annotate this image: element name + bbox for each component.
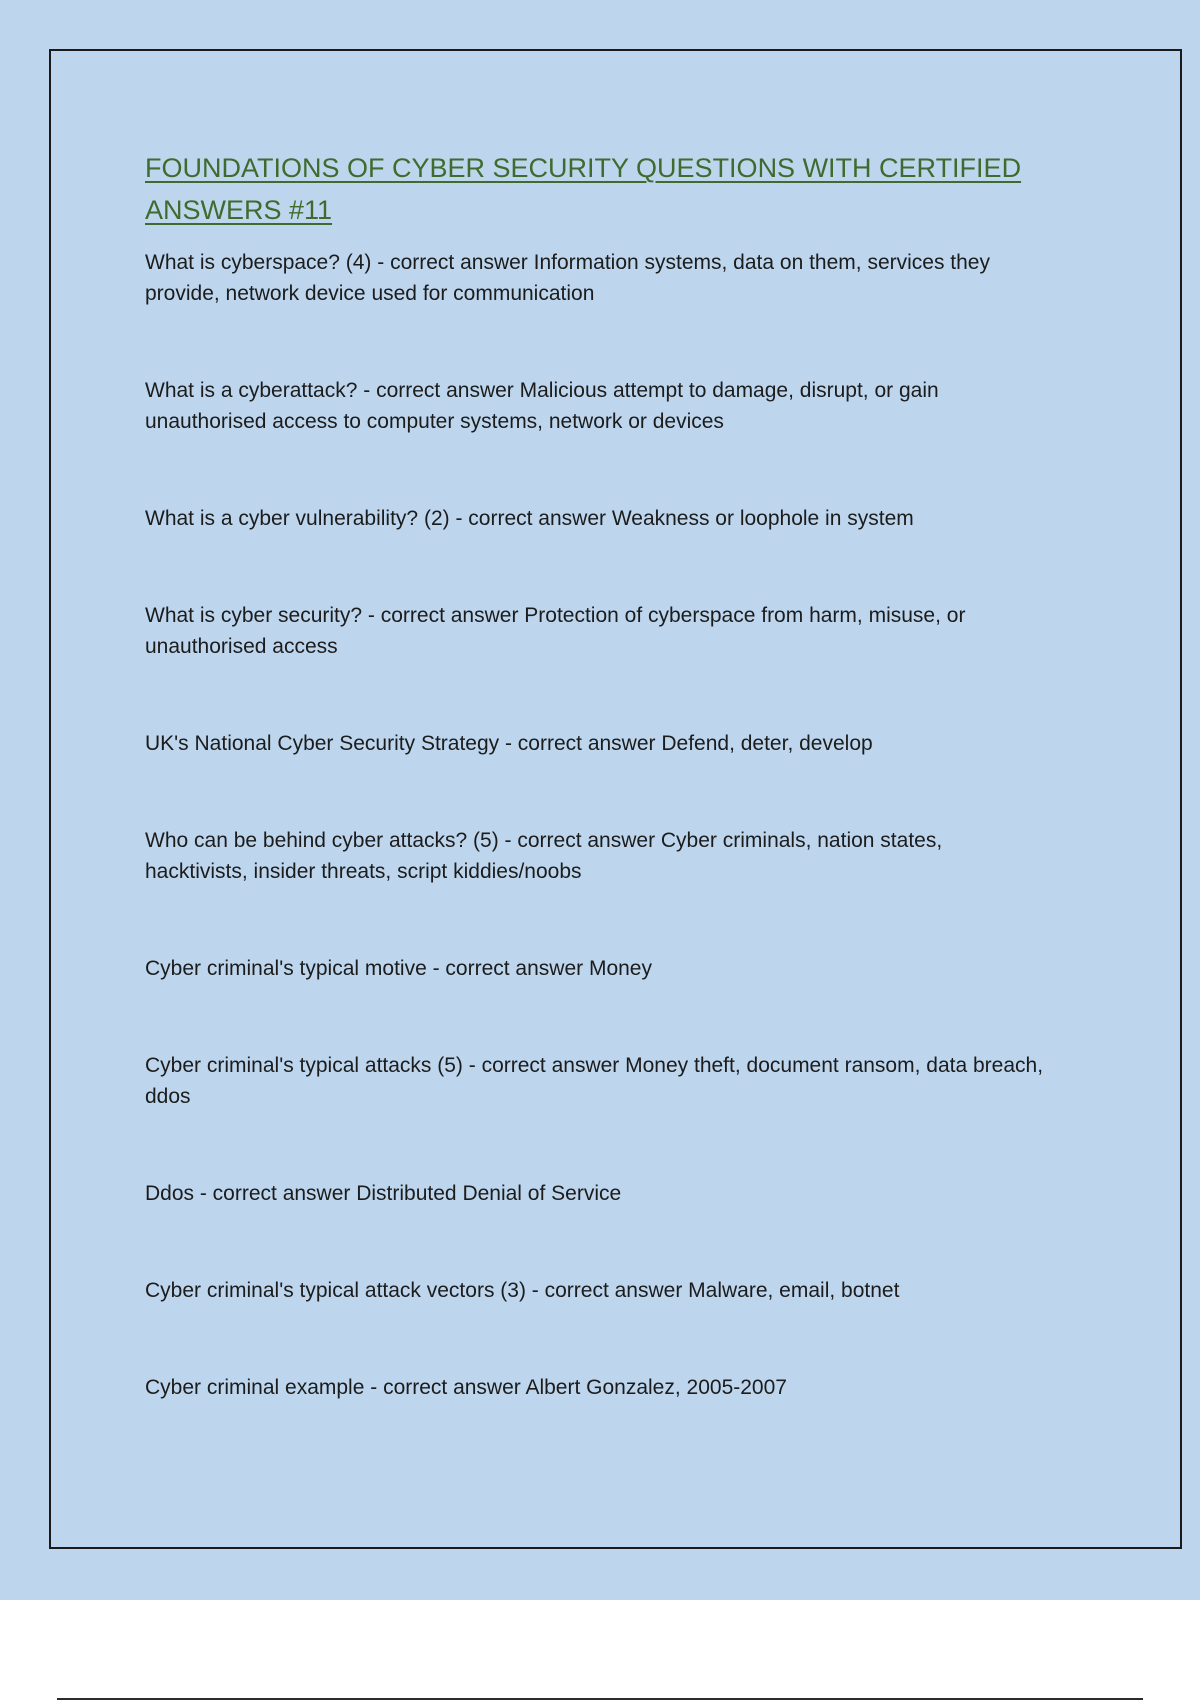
qa-item: What is a cyberattack? - correct answer Malicious attempt to damage, disrupt, or gain unauthorised access to computer systems, network or devices <box>145 379 939 433</box>
qa-item: What is cyber security? - correct answer Protection of cyberspace from harm, misuse, or unauthorised access <box>145 604 966 658</box>
qa-item: Cyber criminal's typical attack vectors (3) - correct answer Malware, email, botnet <box>145 1279 900 1302</box>
qa-list <box>145 247 1045 1469</box>
qa-item: What is a cyber vulnerability? (2) - correct answer Weakness or loophole in system <box>145 507 914 530</box>
qa-item: Ddos - correct answer Distributed Denial of Service <box>145 1182 622 1205</box>
qa-item: Cyber criminal example - correct answer Albert Gonzalez, 2005-2007 <box>145 1376 787 1399</box>
document-title: FOUNDATIONS OF CYBER SECURITY QUESTIONS WITH CERTIFIED ANSWERS #11 <box>145 153 1022 225</box>
qa-item: UK's National Cyber Security Strategy - correct answer Defend, deter, develop <box>145 732 873 755</box>
qa-item: Who can be behind cyber attacks? (5) - correct answer Cyber criminals, nation states, hacktivists, insider threats, script kiddies/noobs <box>145 829 943 883</box>
document-body <box>145 147 1045 1469</box>
qa-item: Cyber criminal's typical attacks (5) - correct answer Money theft, document ransom, data breach, ddos <box>145 1054 1044 1108</box>
qa-item: What is cyberspace? (4) - correct answer Information systems, data on them, services they provide, network device used for communication <box>145 251 990 305</box>
qa-item: Cyber criminal's typical motive - correct answer Money <box>145 957 652 980</box>
